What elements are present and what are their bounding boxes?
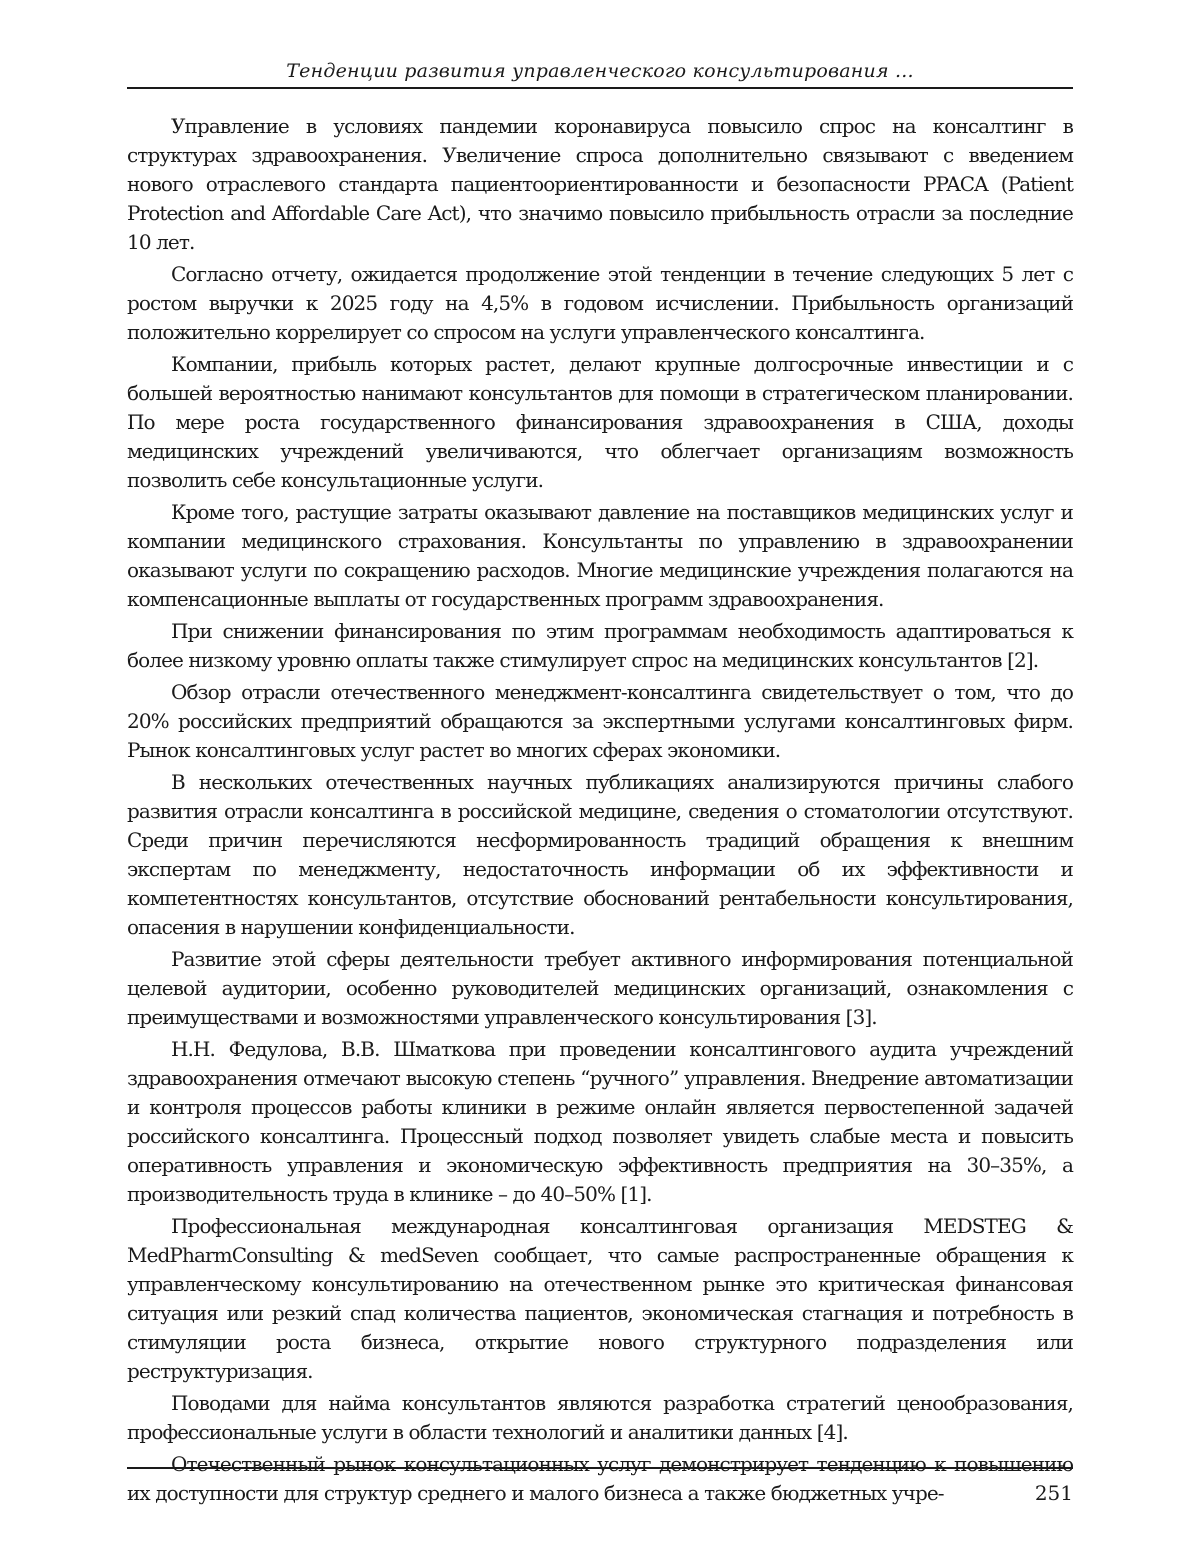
paragraph: Профессиональная международная консалтинговая организация MEDSTEG & MedPharmConsulting & medSeven сообщает, что самые распространенные обращения к управленческому консультированию на отечественном рынке это критическая финансовая ситуация или резкий спад количества пациентов, экономическая стагнация и потребность в стимуляции роста бизнеса, открытие нового структурного подразделения или реструктуризация. [127, 1212, 1073, 1386]
paragraph: Кроме того, растущие затраты оказывают давление на поставщиков медицинских услуг и компании медицинского страхования. Консультанты по управлению в здравоохранении оказывают услуги по сокращению расходов. Многие медицинские учреждения полагаются на компенсационные выплаты от государственных программ здравоохранения. [127, 498, 1073, 614]
header-divider [127, 87, 1073, 89]
paragraph: Поводами для найма консультантов являются разработка стратегий ценообразования, профессиональные услуги в области технологий и аналитики данных [4]. [127, 1389, 1073, 1447]
running-header: Тенденции развития управленческого консультирования ... [127, 58, 1073, 84]
paragraph: Н.Н. Федулова, В.В. Шматкова при проведении консалтингового аудита учреждений здравоохранения отмечают высокую степень “ручного” управления. Внедрение автоматизации и контроля процессов работы клиники в режиме онлайн является первостепенной задачей российского консалтинга. Процессный подход позволяет увидеть слабые места и повысить оперативность управления и экономическую эффективность предприятия на 30–35%, а производительность труда в клинике – до 40–50% [1]. [127, 1035, 1073, 1209]
paragraph: Управление в условиях пандемии коронавируса повысило спрос на консалтинг в структурах здравоохранения. Увеличение спроса дополнительно связывают с введением нового отраслевого стандарта пациентоориентированности и безопасности PPACA (Patient Protection and Affordable Care Act), что значимо повысило прибыльность отрасли за последние 10 лет. [127, 112, 1073, 257]
paragraph: Развитие этой сферы деятельности требует активного информирования потенциальной целевой аудитории, особенно руководителей медицинских организаций, ознакомления с преимуществами и возможностями управленческого консультирования [3]. [127, 945, 1073, 1032]
paragraph: Обзор отрасли отечественного менеджмент-консалтинга свидетельствует о том, что до 20% российских предприятий обращаются за экспертными услугами консалтинговых фирм. Рынок консалтинговых услуг растет во многих сферах экономики. [127, 678, 1073, 765]
body-text [127, 112, 1073, 1511]
document-page [127, 0, 1073, 1553]
paragraph: Компании, прибыль которых растет, делают крупные долгосрочные инвестиции и с большей вероятностью нанимают консультантов для помощи в стратегическом планировании. По мере роста государственного финансирования здравоохранения в США, доходы медицинских учреждений увеличиваются, что облегчает организациям возможность позволить себе консультационные услуги. [127, 350, 1073, 495]
paragraph: В нескольких отечественных научных публикациях анализируются причины слабого развития отрасли консалтинга в российской медицине, сведения о стоматологии отсутствуют. Среди причин перечисляются несформированность традиций обращения к внешним экспертам по менеджменту, недостаточность информации об их эффективности и компетентностях консультантов, отсутствие обоснований рентабельности консультирования, опасения в нарушении конфиденциальности. [127, 768, 1073, 942]
footer-divider [127, 1467, 1073, 1469]
paragraph: Согласно отчету, ожидается продолжение этой тенденции в течение следующих 5 лет с ростом выручки к 2025 году на 4,5% в годовом исчислении. Прибыльность организаций положительно коррелирует со спросом на услуги управленческого консалтинга. [127, 260, 1073, 347]
paragraph: Отечественный рынок консультационных услуг демонстрирует тенденцию к повышению их доступности для структур среднего и малого бизнеса а также бюджетных учре- [127, 1450, 1073, 1508]
page-number: 251 [1035, 1480, 1073, 1506]
paragraph: При снижении финансирования по этим программам необходимость адаптироваться к более низкому уровню оплаты также стимулирует спрос на медицинских консультантов [2]. [127, 617, 1073, 675]
